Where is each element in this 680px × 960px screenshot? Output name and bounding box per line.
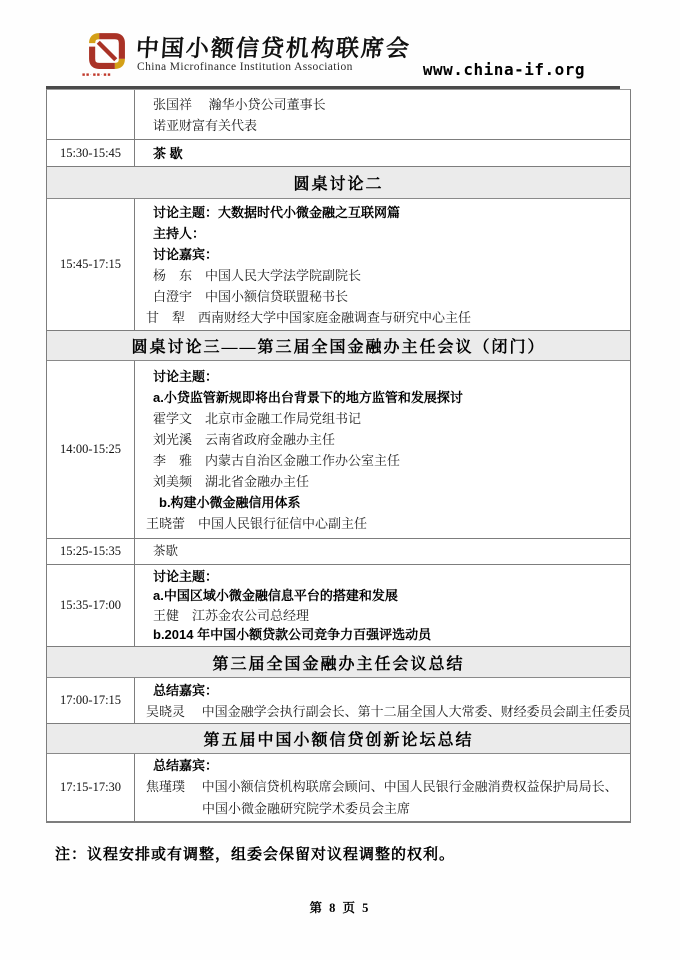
content-line: a.中国区域小微金融信息平台的搭建和发展: [153, 588, 398, 603]
section-title: 第三届全国金融办主任会议总结: [212, 655, 465, 673]
content-cell: [135, 90, 630, 139]
content-line: b.2014 年中国小额贷款公司竞争力百强评选动员: [153, 627, 432, 642]
content-cell: [135, 361, 630, 538]
time-cell: 14:00-15:25: [47, 361, 135, 538]
content-line: 吴晓灵 中国金融学会执行副会长、第十二届全国人大常委、财经委员会副主任委员: [146, 703, 631, 719]
agenda-row: [47, 565, 630, 647]
content-line: 刘光溪 云南省政府金融办主任: [153, 431, 336, 447]
content-line: 诺亚财富有关代表: [153, 117, 258, 133]
footer-note: 注：议程安排或有调整，组委会保留对议程调整的权利。: [55, 847, 456, 863]
document-header: [0, 0, 680, 90]
content-line: 总结嘉宾：: [153, 758, 219, 773]
content-line: 霍学文 北京市金融工作局党组书记: [153, 410, 362, 426]
section-header-row: [47, 647, 630, 678]
time-cell: [47, 90, 135, 139]
content-line: b.构建小微金融信用体系: [159, 494, 301, 510]
content-line: 张国祥 瀚华小贷公司董事长: [153, 96, 326, 112]
content-line: a.小贷监管新规即将出台背景下的地方监管和发展探讨: [153, 389, 463, 405]
content-line: 主持人：: [153, 225, 206, 241]
agenda-row: [47, 140, 630, 167]
agenda-row: [47, 90, 630, 140]
content-cell: [135, 140, 630, 166]
section-header-row: [47, 167, 630, 199]
time-cell: 15:45-17:15: [47, 199, 135, 330]
agenda-row: [47, 539, 630, 565]
time-cell: 15:30-15:45: [47, 140, 135, 166]
time-cell: 15:35-17:00: [47, 565, 135, 646]
section-header-row: [47, 331, 630, 361]
content-line: 王晓蕾 中国人民银行征信中心副主任: [146, 515, 368, 531]
section-header-row: [47, 724, 630, 754]
content-line: 讨论主题：大数据时代小微金融之互联网篇: [153, 204, 401, 220]
time-cell: 17:15-17:30: [47, 754, 135, 821]
content-line: 讨论嘉宾：: [153, 246, 219, 262]
content-line: 焦瑾璞 中国小额信贷机构联席会顾问、中国人民银行金融消费权益保护局局长、中国小微金融研究院学术委员会主席: [146, 779, 618, 816]
page-number: 第 8 页 5: [309, 901, 371, 915]
content-line: 刘美频 湖北省金融办主任: [153, 473, 310, 489]
agenda-row: [47, 754, 630, 822]
website-url: www.china-if.org: [422, 60, 585, 79]
content-line: 讨论主题：: [153, 568, 219, 584]
section-title: 圆桌讨论二: [293, 176, 384, 193]
time-cell: 15:25-15:35: [47, 539, 135, 564]
content-line: 白澄宇 中国小额信贷联盟秘书长: [153, 288, 349, 304]
content-line: 总结嘉宾：: [153, 682, 219, 698]
agenda-row: [47, 678, 630, 724]
agenda-table: [46, 89, 631, 823]
org-name-chinese: 中国小额信贷机构联席会: [134, 35, 412, 62]
agenda-row: [47, 199, 630, 331]
content-cell: [135, 754, 630, 821]
content-line: 王健 江苏金农公司总经理: [153, 607, 310, 623]
content-cell: [135, 678, 639, 723]
content-cell: [135, 199, 630, 330]
content-line: 李 雅 内蒙古自治区金融工作办公室主任: [153, 452, 401, 468]
org-name-english: China Microfinance Institution Association: [137, 61, 353, 73]
section-title: 第五届中国小额信贷创新论坛总结: [203, 732, 474, 749]
content-line: 茶歇: [153, 544, 179, 558]
time-cell: 17:00-17:15: [47, 678, 135, 723]
content-cell: [135, 565, 630, 646]
content-line: 讨论主题：: [153, 368, 219, 384]
content-cell: [135, 539, 630, 564]
content-line: 杨 东 中国人民大学法学院副院长: [153, 267, 362, 283]
association-knot-logo-icon: [84, 30, 130, 72]
agenda-row: [47, 361, 630, 539]
content-line: 甘 犁 西南财经大学中国家庭金融调查与研究中心主任: [146, 309, 472, 325]
logo-tagline-marks: ■■·■■·■■: [82, 73, 112, 78]
content-line: 茶 歇: [153, 145, 183, 161]
section-title: 圆桌讨论三——第三届全国金融办主任会议（闭门）: [131, 339, 546, 356]
